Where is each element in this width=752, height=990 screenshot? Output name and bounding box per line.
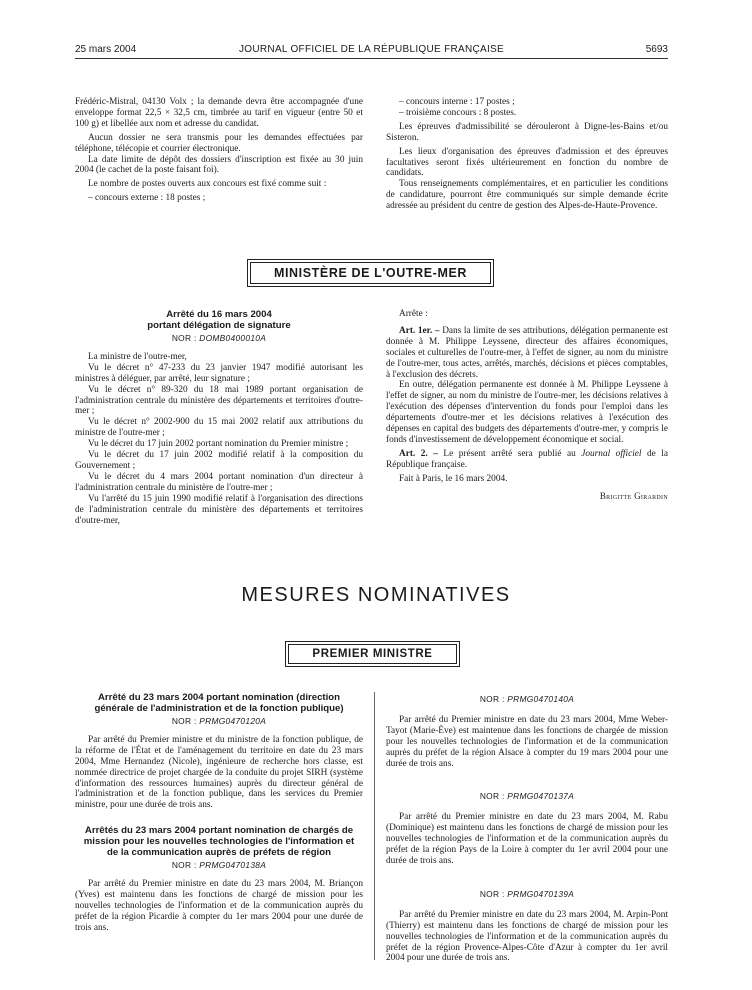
section-title: MESURES NOMINATIVES bbox=[241, 584, 511, 606]
article-1-label: Art. 1er. – bbox=[399, 325, 440, 336]
paragraph: Vu le décret n° 89-320 du 18 mai 1989 portant organisation de l'administration centrale du ministère des départements et territoires d'outre-mer ; bbox=[75, 384, 363, 417]
nor-label: NOR : bbox=[171, 860, 200, 871]
nor-code: PRMG0470140A bbox=[507, 694, 575, 704]
fait-a-paris: Fait à Paris, le 16 mars 2004. bbox=[399, 473, 508, 484]
top-right-column bbox=[386, 97, 668, 212]
nor-code: PRMG0470138A bbox=[199, 860, 267, 871]
paragraph: Frédéric-Mistral, 04130 Volx ; la demande devra être accompagnée d'une enveloppe format 22,5 × 32,5 cm, timbrée au tarif en vigueur (entre 50 et 100 g) et libellée aux nom et adresse du candidat. bbox=[75, 97, 363, 129]
nor-reference bbox=[75, 860, 363, 871]
paragraph: Par arrêté du Premier ministre en date du 23 mars 2004, M. Arpin-Pont (Thierry) est maintenu dans les fonctions de chargé de mission pour les nouvelles technologies de l'information et de la communication auprès du préfet de la région Provence-Alpes-Côte d'Azur à compter du 1er avril 2004 pour une durée de trois ans. bbox=[386, 909, 668, 964]
header-page-number: 5693 bbox=[645, 44, 668, 55]
paragraph: En outre, délégation permanente est donnée à M. Philippe Leyssene à l'effet de signer, au nom du ministre de l'outre-mer, les décisions relatives à l'exécution des dépenses d'intervention du fonds pour l'emploi dans les départements d'outre-mer et les décisions relatives à l'exécution des dépenses en capital des budgets des départements d'outre-mer, y compris le fonds d'investissement de développement économique et social. bbox=[386, 380, 668, 445]
paragraph: – concours interne : 17 postes ; bbox=[399, 97, 515, 107]
paragraph: La ministre de l'outre-mer, bbox=[88, 351, 187, 362]
header-rule bbox=[75, 58, 668, 59]
article-2-text: Le présent arrêté sera publié au bbox=[437, 448, 582, 459]
nor-label: NOR : bbox=[479, 888, 508, 899]
paragraph: Vu l'arrêté du 15 juin 1990 modifié relatif à l'organisation des directions de l'administration centrale du ministère des départements et territoires d'outre-mer, bbox=[75, 493, 363, 526]
signature: Brigitte Girardin bbox=[599, 490, 668, 501]
article-2 bbox=[386, 449, 668, 471]
header-date: 25 mars 2004 bbox=[75, 44, 137, 55]
nor-code: PRMG0470137A bbox=[507, 791, 575, 802]
paragraph: Vu le décret du 4 mars 2004 portant nomination d'un directeur à l'administration centrale du ministère de l'outre-mer ; bbox=[75, 471, 363, 493]
nor-reference bbox=[386, 694, 668, 705]
arrete-title: Arrêté du 16 mars 2004 portant délégation de signature bbox=[147, 309, 291, 331]
mesures-right-column bbox=[386, 692, 668, 964]
ministry-outremer-title: MINISTÈRE DE L'OUTRE-MER bbox=[250, 262, 491, 284]
mesures-left-column bbox=[75, 692, 363, 934]
premier-ministre-box bbox=[285, 641, 460, 667]
paragraph: Les épreuves d'admissibilité se dérouleront à Digne-les-Bains et/ou Sisteron. bbox=[386, 121, 668, 143]
column-divider bbox=[374, 692, 375, 960]
nor-label: NOR : bbox=[171, 333, 200, 343]
page-header bbox=[75, 44, 668, 58]
paragraph: Vu le décret du 17 juin 2002 modifié relatif à la composition du Gouvernement ; bbox=[75, 450, 363, 471]
paragraph: Le nombre de postes ouverts aux concours est fixé comme suit : bbox=[88, 179, 327, 190]
paragraph: – troisième concours : 8 postes. bbox=[399, 107, 517, 118]
outremer-left-column bbox=[75, 309, 363, 526]
nor-label: NOR : bbox=[479, 694, 508, 704]
top-left-column bbox=[75, 97, 363, 204]
nor-label: NOR : bbox=[479, 791, 508, 802]
paragraph: – concours externe : 18 postes ; bbox=[88, 193, 206, 204]
nor-label: NOR : bbox=[171, 716, 200, 726]
paragraph: La date limite de dépôt des dossiers d'inscription est fixée au 30 juin 2004 (le cachet de la poste faisant foi). bbox=[75, 154, 363, 176]
arrete-word: Arrête : bbox=[399, 309, 428, 319]
paragraph: Par arrêté du Premier ministre en date du 23 mars 2004, M. Briançon (Yves) est maintenu dans les fonctions de chargé de mission pour les nouvelles technologies de l'information et de la communication auprès du préfet de la région Picardie à compter du 1er mars 2004 pour une durée de trois ans. bbox=[75, 879, 363, 933]
article-1 bbox=[386, 326, 668, 381]
article-2-text-end: de la République française. bbox=[386, 448, 668, 470]
paragraph: Aucun dossier ne sera transmis pour les demandes effectuées par téléphone, télécopie et courrier électronique. bbox=[75, 132, 363, 154]
nor-reference bbox=[386, 889, 668, 900]
paragraph: Par arrêté du Premier ministre en date du 23 mars 2004, M. Rabu (Dominique) est maintenu dans les fonctions de chargé de mission pour les nouvelles technologies de l'information et de la communication auprès du préfet de la région Pays de la Loire à compter du 1er avril 2004 pour une durée de trois ans. bbox=[386, 812, 668, 866]
paragraph: Vu le décret n° 2002-900 du 15 mai 2002 relatif aux attributions du ministre de l'outre-mer ; bbox=[75, 417, 363, 439]
header-journal-title: JOURNAL OFFICIEL DE LA RÉPUBLIQUE FRANÇAISE bbox=[239, 44, 504, 55]
nor-reference bbox=[386, 791, 668, 802]
outremer-right-column bbox=[386, 309, 668, 502]
nor-code: PRMG0470120A bbox=[199, 716, 267, 726]
ministry-outremer-box bbox=[247, 259, 494, 287]
paragraph: Vu le décret du 17 juin 2002 portant nomination du Premier ministre ; bbox=[88, 439, 349, 450]
nor-reference bbox=[75, 716, 363, 727]
article-1-text: Dans la limite de ses attributions, délégation permanente est donnée à M. Philippe Leyssene, directeur des affaires économiques, sociales et culturelles de l'outre-mer, à l'effet de signer, au nom du ministre de l'outre-mer, tous actes, arrêtés, marchés, décisions et pièces comptables, à l'exclusion des décrets. bbox=[386, 325, 668, 380]
paragraph: Les lieux d'organisation des épreuves d'admission et des épreuves facultatives seront fixés ultérieurement en fonction du nombre de candidats. bbox=[386, 146, 668, 179]
paragraph: Par arrêté du Premier ministre en date du 23 mars 2004, Mme Weber-Tayot (Marie-Ève) est maintenue dans les fonctions de chargée de mission pour les nouvelles technologies de l'information et de la communication auprès du préfet de la région Alsace à compter du 19 mars 2004 pour une durée de trois ans. bbox=[386, 714, 668, 769]
article-2-label: Art. 2. – bbox=[399, 448, 438, 459]
paragraph: Tous renseignements complémentaires, et en particulier les conditions de candidature, pourront être communiqués sur simple demande écrite adressée au président du centre de gestion des Alpes-de-Haute-Provence. bbox=[386, 179, 668, 212]
paragraph: Vu le décret n° 47-233 du 23 janvier 1947 modifié autorisant les ministres à déléguer, par arrêté, leur signature ; bbox=[75, 362, 363, 384]
arrete-title: Arrêté du 23 mars 2004 portant nomination (direction générale de l'administration et de la fonction publique) bbox=[94, 692, 344, 714]
premier-ministre-title: PREMIER MINISTRE bbox=[288, 644, 457, 664]
nor-code: DOMB0400010A bbox=[199, 333, 267, 343]
nor-reference bbox=[75, 333, 363, 344]
journal-officiel-italic: Journal officiel bbox=[581, 448, 642, 459]
nor-code: PRMG0470139A bbox=[507, 888, 575, 899]
arrete-title: Arrêtés du 23 mars 2004 portant nomination de chargés de mission pour les nouvelles technologies de l'information et de la communication auprès de préfets de région bbox=[83, 825, 355, 859]
paragraph: Par arrêté du Premier ministre et du ministre de la fonction publique, de la réforme de l'État et de l'aménagement du territoire en date du 23 mars 2004, Mme Hernandez (Nicole), ingénieure de recherche hors classe, est nommée directrice de projet chargée de la conduite du projet SIRH (système d'information des ressources humaines) auprès du directeur général de l'administration et de la fonction publique, dans les services du Premier ministre, pour une durée de trois ans. bbox=[75, 734, 363, 811]
